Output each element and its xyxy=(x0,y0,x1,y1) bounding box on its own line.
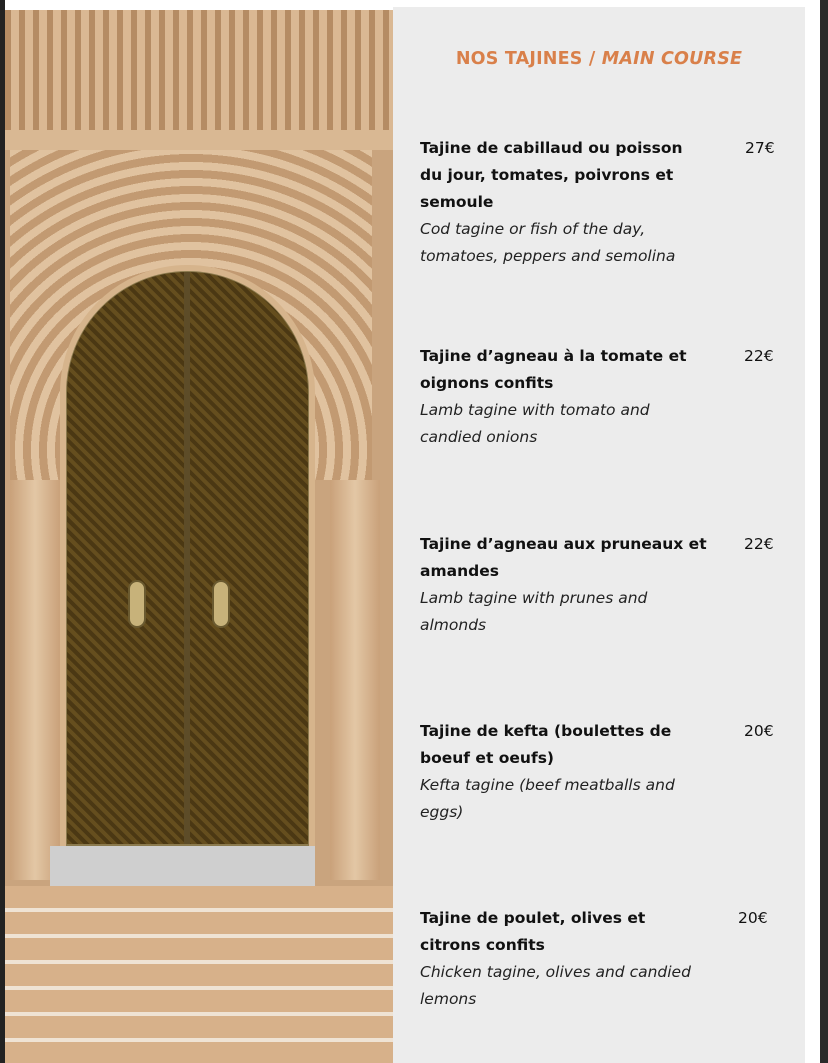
menu-item xyxy=(420,905,790,1013)
item-name: Tajine de cabillaud ou poisson du jour, tomates, poivrons et semoule xyxy=(420,139,683,211)
stone-steps xyxy=(5,886,393,1063)
item-price: 22€ xyxy=(744,535,774,553)
carved-frieze xyxy=(5,10,393,130)
item-price: 20€ xyxy=(744,722,774,740)
item-name: Tajine d’agneau à la tomate et oignons confits xyxy=(420,347,687,392)
item-description: Chicken tagine, olives and candied lemons xyxy=(420,963,691,1008)
section-title xyxy=(393,49,805,69)
item-price: 20€ xyxy=(738,909,768,927)
title-en: MAIN COURSE xyxy=(601,49,743,69)
item-description: Kefta tagine (beef meatballs and eggs) xyxy=(420,776,675,821)
menu-item xyxy=(420,531,790,639)
menu-panel xyxy=(393,7,805,1063)
right-border xyxy=(820,0,828,1063)
pillar-left xyxy=(10,480,60,880)
title-fr: NOS TAJINES / xyxy=(455,49,596,69)
item-description: Cod tagine or fish of the day, tomatoes, peppers and semolina xyxy=(420,220,676,265)
item-price: 22€ xyxy=(744,347,774,365)
menu-item xyxy=(420,718,790,826)
door-knocker-right xyxy=(212,580,230,628)
door-knocker-left xyxy=(128,580,146,628)
menu-item xyxy=(420,135,790,270)
item-description: Lamb tagine with prunes and almonds xyxy=(420,589,648,634)
item-name: Tajine d’agneau aux pruneaux et amandes xyxy=(420,535,707,580)
item-description: Lamb tagine with tomato and candied onions xyxy=(420,401,650,446)
stone-band xyxy=(5,130,393,150)
item-name: Tajine de kefta (boulettes de boeuf et oeufs) xyxy=(420,722,672,767)
item-price: 27€ xyxy=(745,139,775,157)
marble-sill xyxy=(50,846,315,886)
item-name: Tajine de poulet, olives et citrons confits xyxy=(420,909,646,954)
door-split xyxy=(184,272,190,844)
pillar-right xyxy=(330,480,380,880)
moroccan-door-photo xyxy=(5,10,393,1063)
menu-item xyxy=(420,343,790,451)
